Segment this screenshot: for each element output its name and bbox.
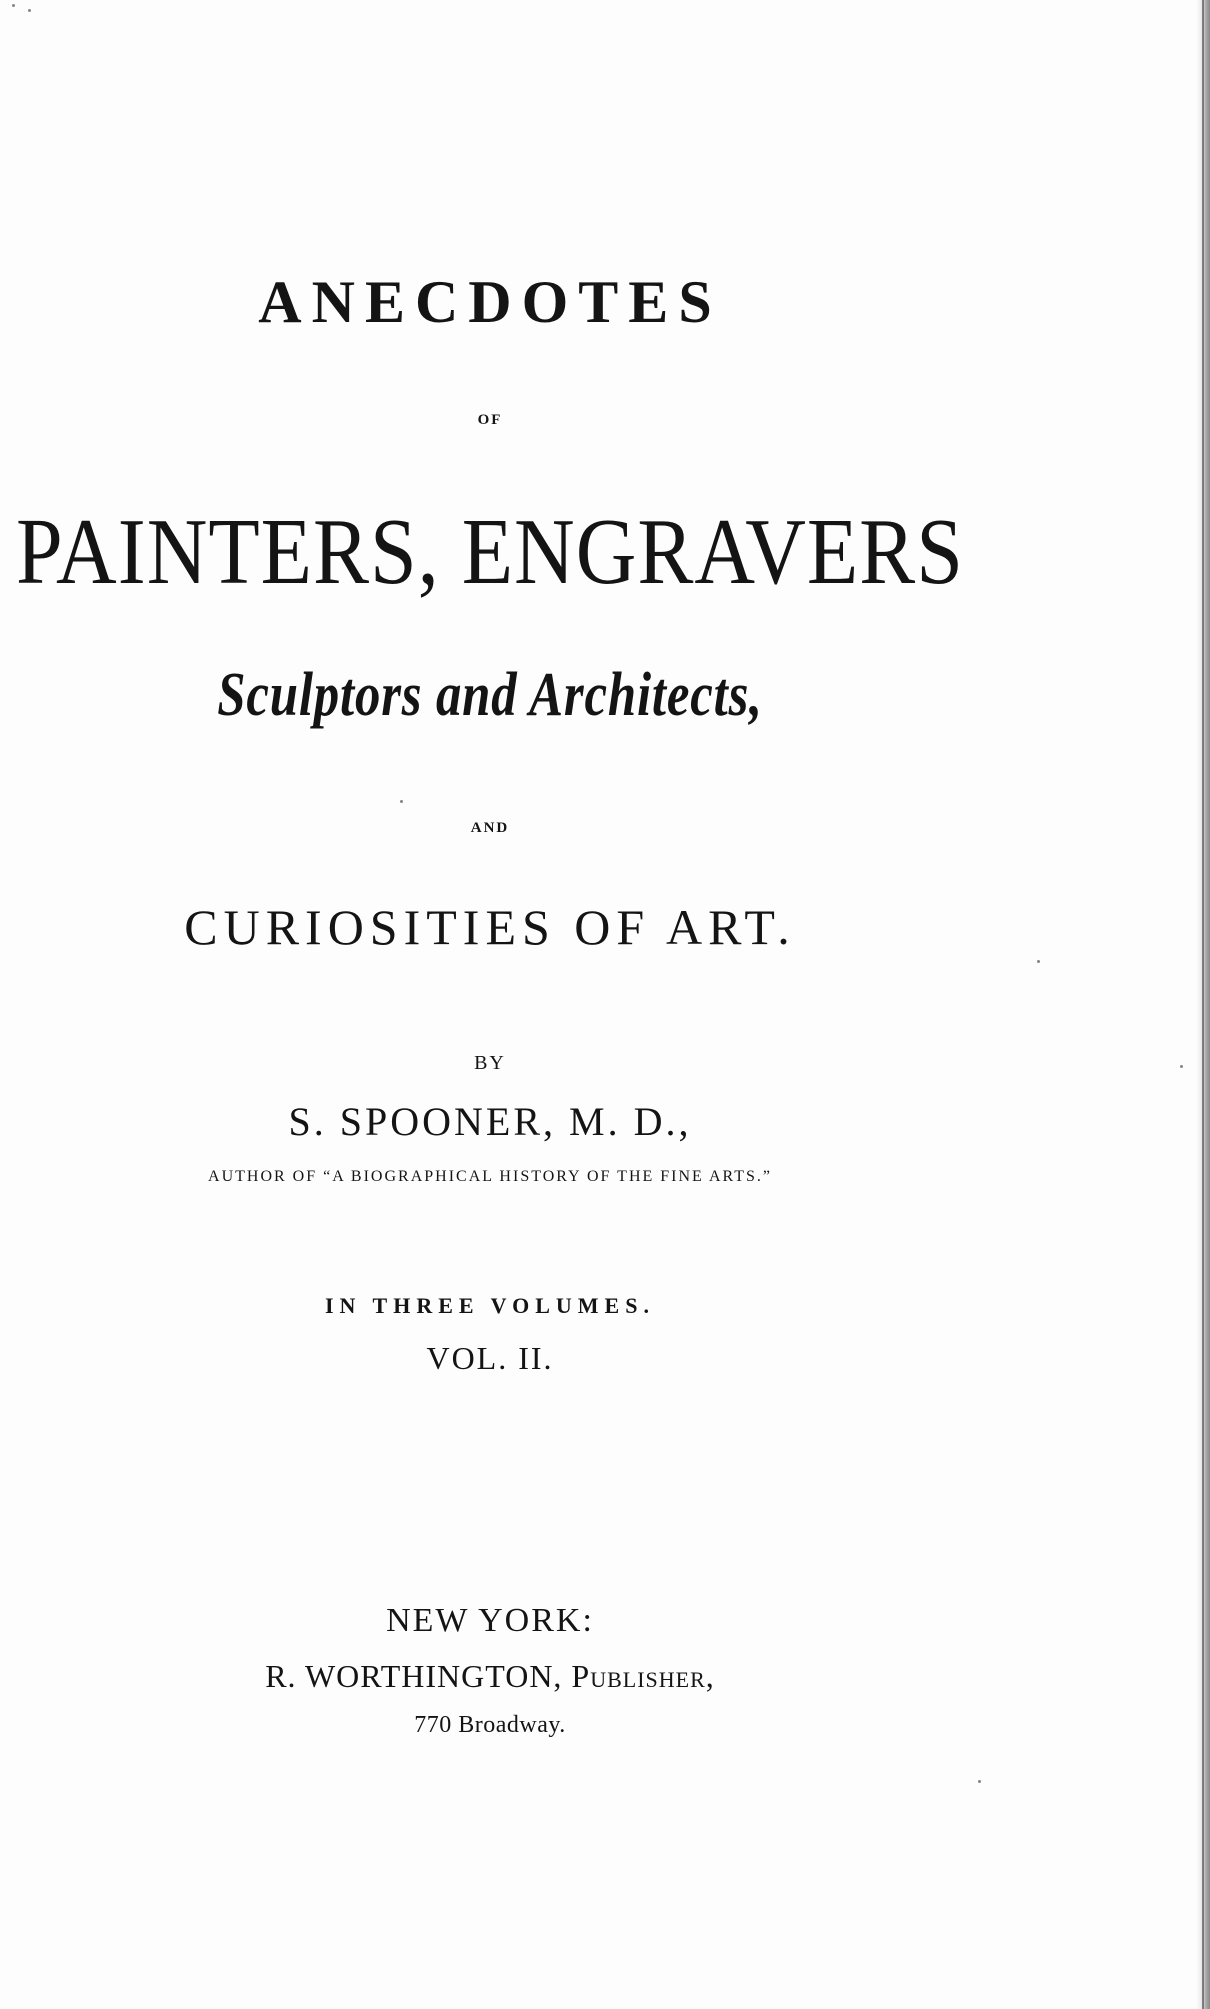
page-edge-line xyxy=(1202,0,1204,2009)
title-painters-engravers: PAINTERS, ENGRAVERS xyxy=(16,500,964,605)
byline-label: BY xyxy=(474,1052,506,1074)
title-curiosities-of-art: CURIOSITIES OF ART. xyxy=(184,899,796,955)
scan-speck xyxy=(12,4,15,7)
volume-number: VOL. II. xyxy=(426,1340,554,1376)
publisher-name: R. WORTHINGTON, xyxy=(265,1658,563,1694)
scan-speck xyxy=(1037,960,1040,963)
author-credentials: AUTHOR OF “A BIOGRAPHICAL HISTORY OF THE FINE ARTS.” xyxy=(208,1168,772,1185)
title-and: AND xyxy=(470,820,510,836)
publisher-role: Publisher, xyxy=(571,1658,715,1694)
title-sculptors-architects: Sculptors and Architects, xyxy=(217,661,763,729)
volume-count: IN THREE VOLUMES. xyxy=(325,1293,655,1318)
publication-city: NEW YORK: xyxy=(386,1602,594,1639)
scan-speck xyxy=(28,9,31,12)
publisher xyxy=(0,1658,980,1695)
scan-speck xyxy=(400,800,403,803)
scan-speck xyxy=(978,1780,981,1783)
title-anecdotes: ANECDOTES xyxy=(258,269,722,335)
publisher-address: 770 Broadway. xyxy=(414,1712,566,1738)
title-of: OF xyxy=(477,412,503,428)
scan-speck xyxy=(1180,1065,1183,1068)
author-name: S. SPOONER, M. D., xyxy=(288,1099,692,1144)
